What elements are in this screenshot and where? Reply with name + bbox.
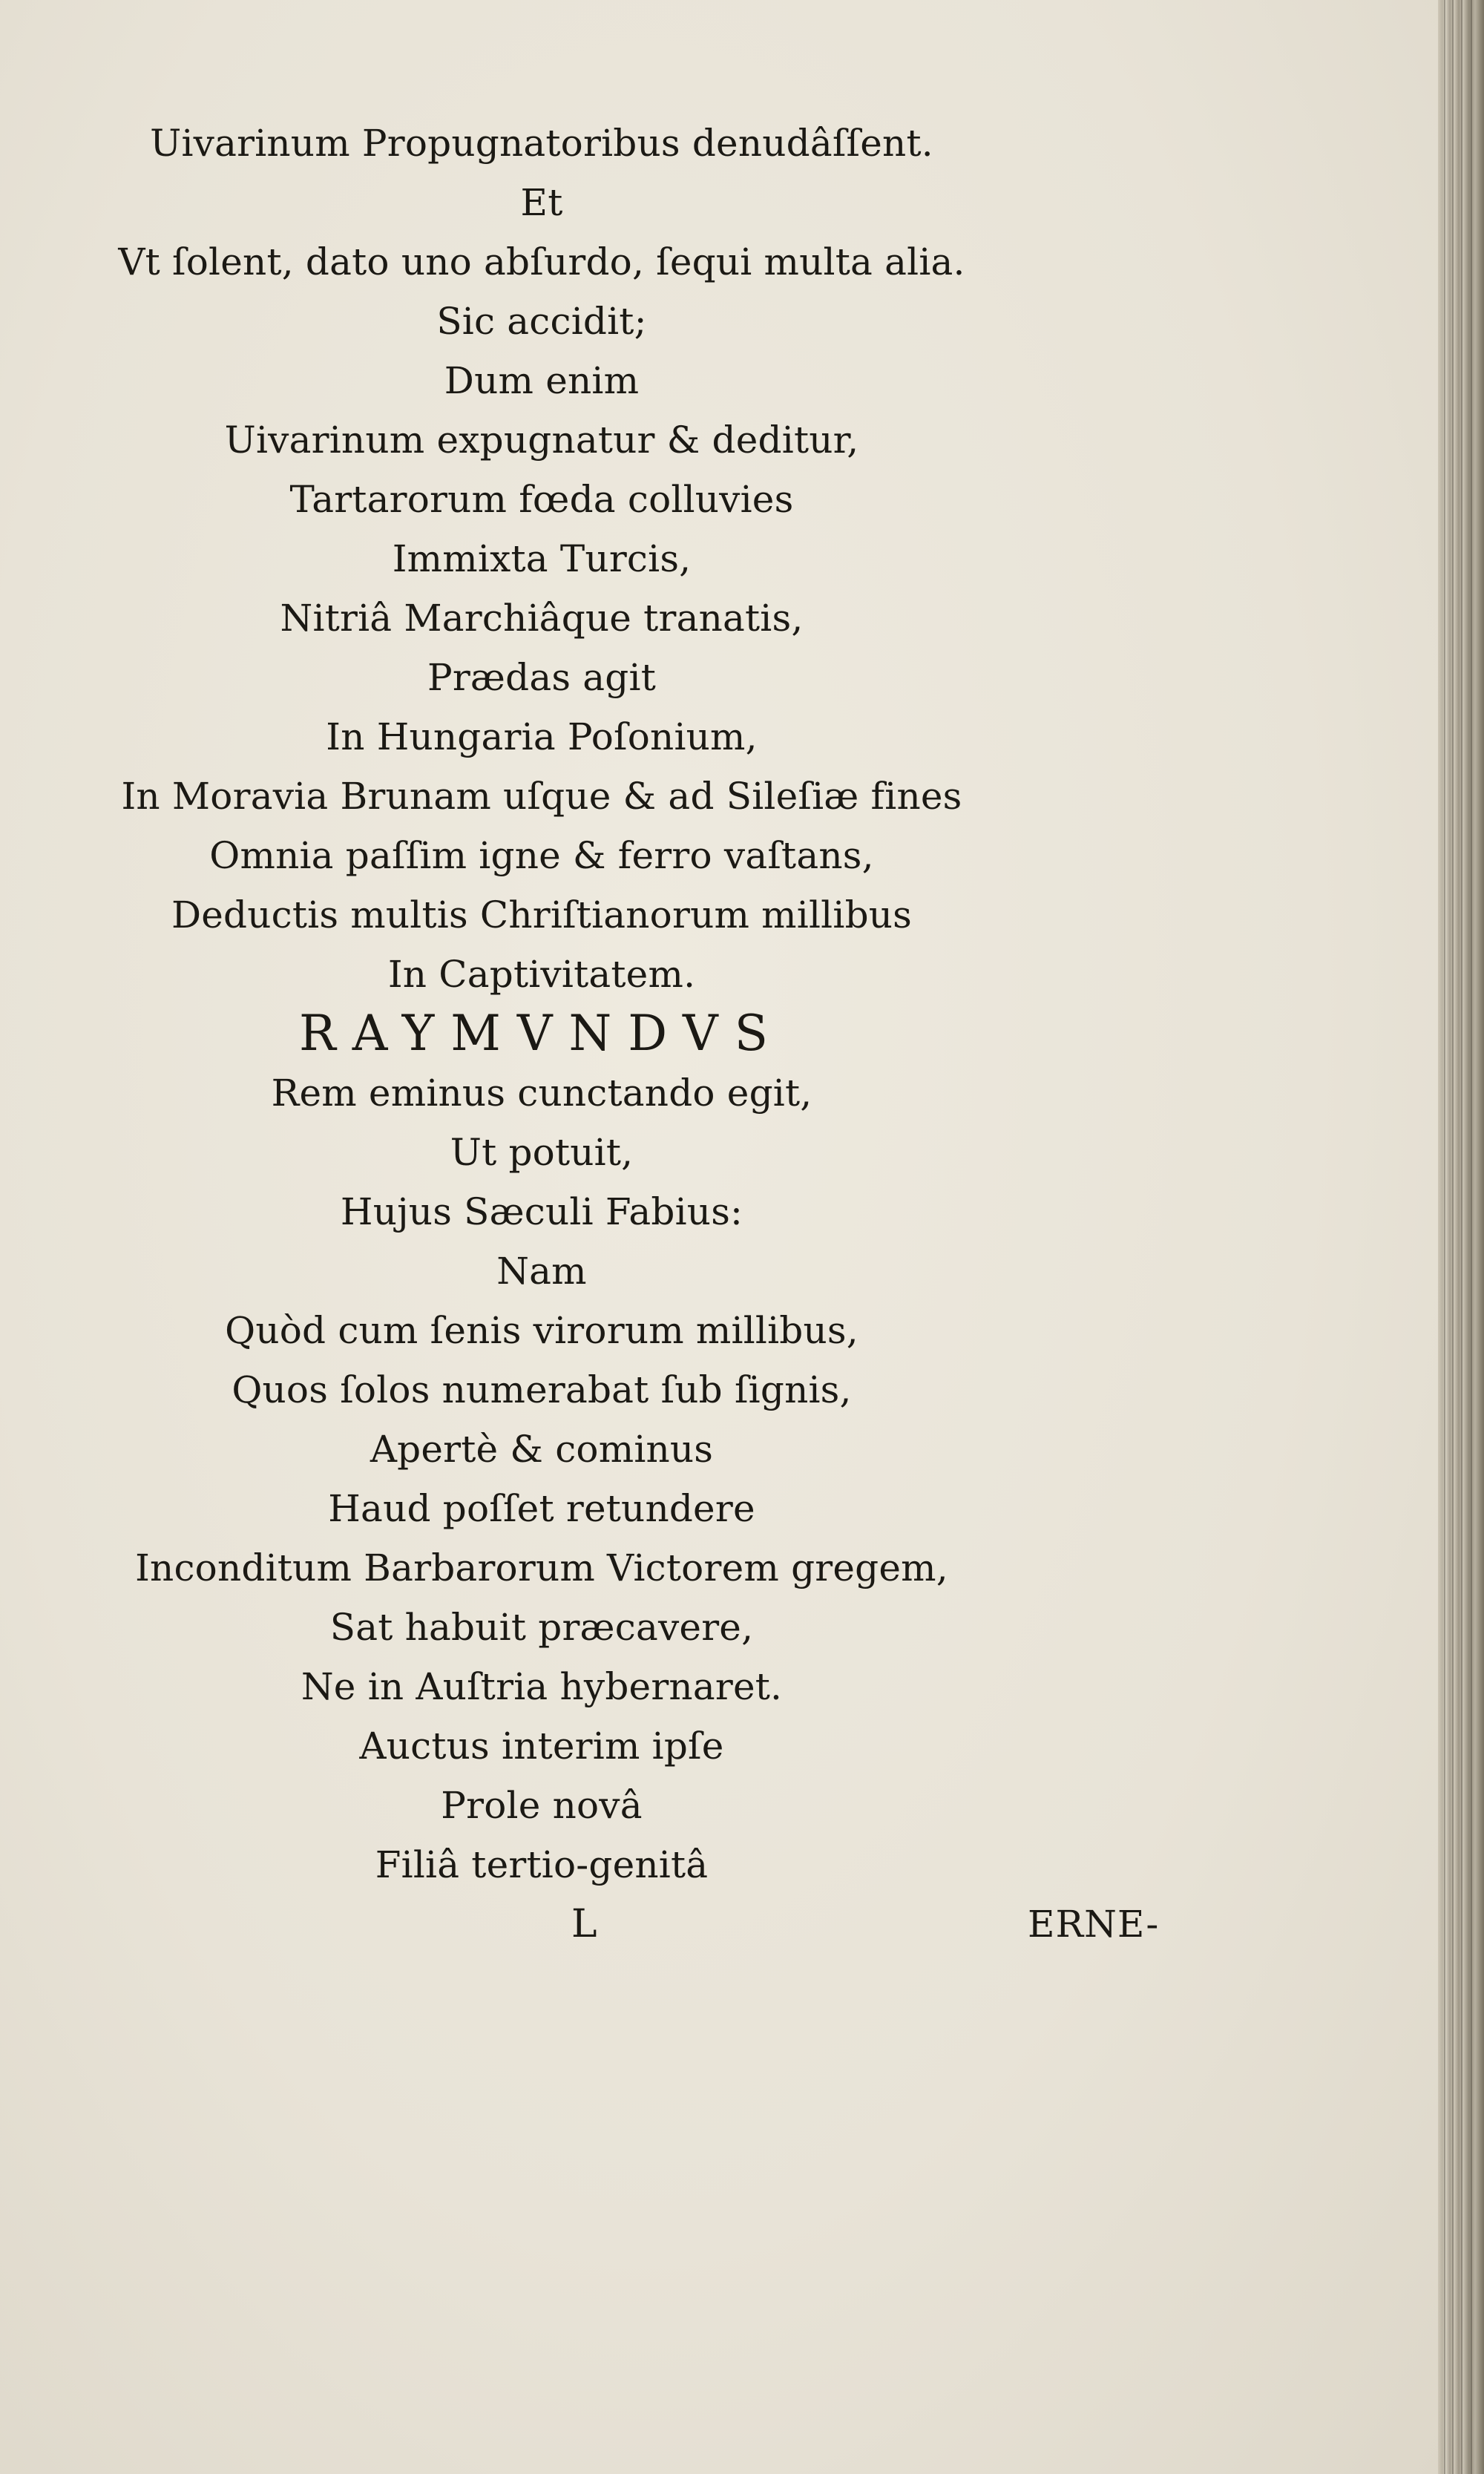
text-line-23: Apertè & cominus — [370, 1428, 714, 1471]
text-line-13: Omnia paſſim igne & ferro vaſtans, — [209, 834, 874, 877]
text-line-3: Vt ſolent, dato uno abſurdo, ſequi multa alia. — [118, 240, 965, 283]
text-line-22: Quos ſolos numerabat ſub ſignis, — [232, 1368, 852, 1411]
text-line-30: Filiâ tertio-genitâ — [375, 1843, 709, 1886]
text-line-27: Ne in Auſtria hybernaret. — [301, 1665, 783, 1708]
text-line-25: Inconditum Barbarorum Victorem gregem, — [135, 1546, 948, 1589]
text-line-29: Prole novâ — [441, 1784, 643, 1827]
text-line-4: Sic accidit; — [436, 300, 647, 343]
text-line-20: Nam — [496, 1250, 587, 1293]
text-line-11: In Hungaria Poſonium, — [326, 715, 758, 758]
page-edge-line — [1461, 0, 1462, 2474]
text-line-5: Dum enim — [444, 359, 640, 402]
text-line-7: Tartarorum fœda colluvies — [289, 478, 794, 521]
text-line-28: Auctus interim ipſe — [359, 1725, 724, 1768]
text-line-10: Prædas agit — [427, 656, 656, 699]
text-line-14: Deductis multis Chriſtianorum millibus — [171, 893, 913, 936]
text-line-17: Rem eminus cunctando egit, — [271, 1072, 812, 1115]
text-line-18: Ut potuit, — [450, 1131, 634, 1174]
catchword: ERNE- — [1028, 1903, 1160, 1946]
page-edge-line — [1471, 0, 1472, 2474]
text-line-9: Nitriâ Marchiâque tranatis, — [280, 597, 804, 640]
text-line-21: Quòd cum ſenis virorum millibus, — [225, 1309, 858, 1352]
text-line-26: Sat habuit præcavere, — [329, 1606, 754, 1649]
text-line-6: Uivarinum expugnatur & deditur, — [224, 419, 859, 462]
text-line-15: In Captivitatem. — [387, 953, 696, 996]
signature-mark: L — [571, 1902, 597, 1946]
text-line-24: Haud poſſet retundere — [328, 1487, 755, 1530]
name-heading: RAYMVNDVS — [299, 1005, 784, 1062]
text-line-2: Et — [520, 181, 563, 224]
text-line-19: Hujus Sæculi Fabius: — [340, 1190, 743, 1233]
text-line-12: In Moravia Brunam uſque & ad Sileſiæ fines — [121, 775, 962, 818]
text-line-1: Uivarinum Propugnatoribus denudâſſent. — [150, 122, 933, 165]
text-line-8: Immixta Turcis, — [392, 537, 692, 580]
page-edge-line — [1452, 0, 1454, 2474]
page-edge-line — [1444, 0, 1445, 2474]
page-edge-stack — [1438, 0, 1484, 2474]
